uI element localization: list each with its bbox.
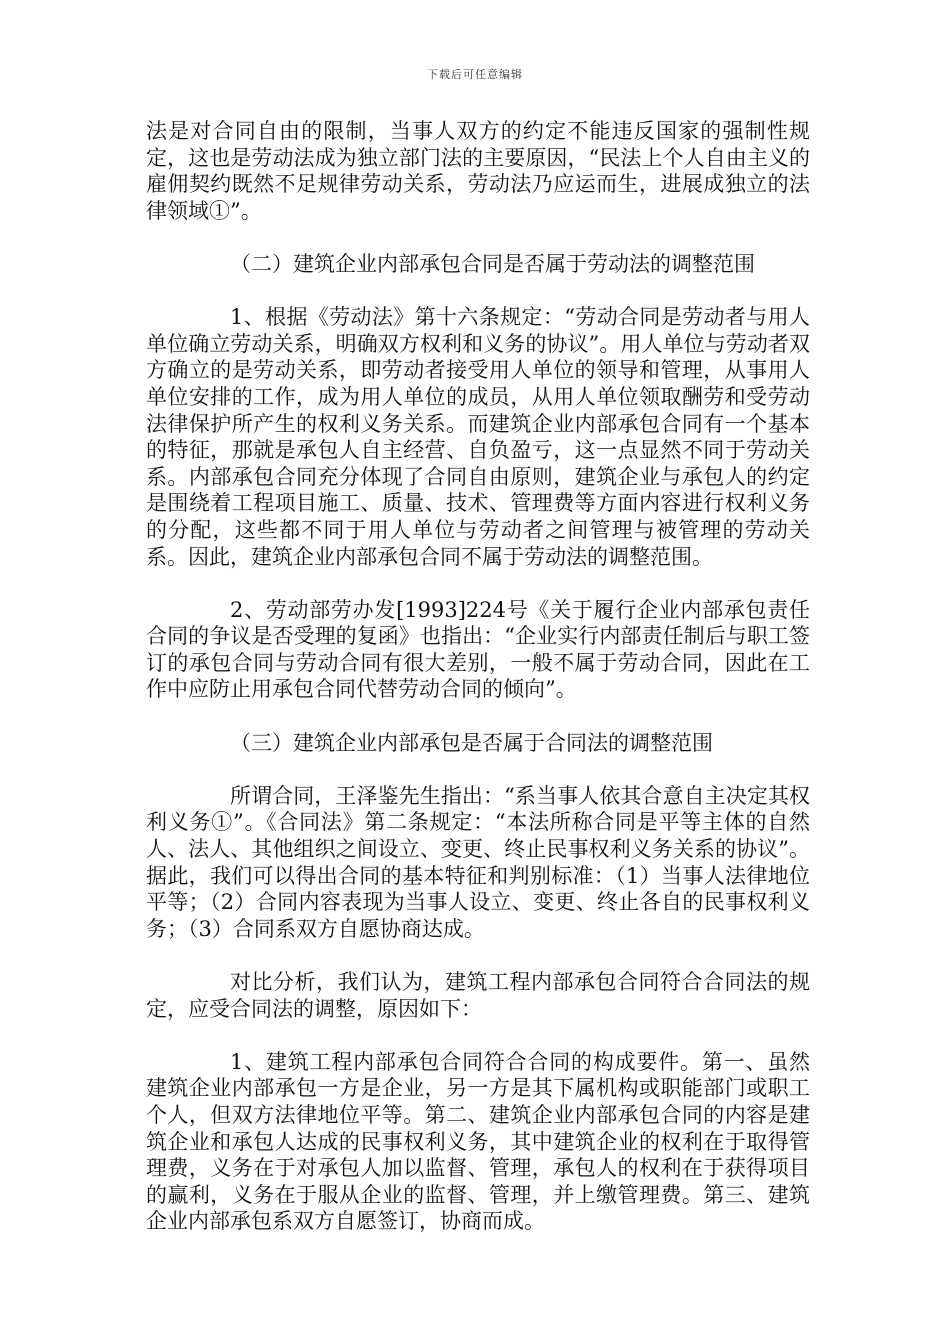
paragraph-labor-law: 1、根据《劳动法》第十六条规定：“劳动合同是劳动者与用人单位确立劳动关系，明确双方权利和义务的协议”。用人单位与劳动者双方确立的是劳动关系，即劳动者接受用人单位的领导和管理，从事用人单位安排的工作，成为用人单位的成员，从用人单位领取酬劳和受劳动法律保护所产生的权利义务关系。而建筑企业内部承包合同有一个基本的特征，那就是承包人自主经营、自负盈亏，这一点显然不同于劳动关系。内部承包合同充分体现了合同自由原则，建筑企业与承包人的约定是围绕着工程项目施工、质量、技术、管理费等方面内容进行权利义务的分配，这些都不同于用人单位与劳动者之间管理与被管理的劳动关系。因此，建筑企业内部承包合同不属于劳动法的调整范围。 <box>146 305 810 569</box>
paragraph-analysis: 对比分析，我们认为，建筑工程内部承包合同符合合同法的规定，应受合同法的调整，原因如下： <box>146 970 810 1021</box>
section-heading-3: （三）建筑企业内部承包是否属于合同法的调整范围 <box>230 730 713 755</box>
document-body <box>146 118 810 1235</box>
paragraph-elements: 1、建筑工程内部承包合同符合合同的构成要件。第一、虽然建筑企业内部承包一方是企业，另一方是其下属机构或职能部门或职工个人，但双方法律地位平等。第二、建筑企业内部承包合同的内容是建筑企业和承包人达成的民事权利义务，其中建筑企业的权利在于取得管理费，义务在于对承包人加以监督、管理，承包人的权利在于获得项目的赢利，义务在于服从企业的监督、管理，并上缴管理费。第三、建筑企业内部承包系双方自愿签订，协商而成。 <box>146 1049 810 1234</box>
paragraph-continuation: 法是对合同自由的限制，当事人双方的约定不能违反国家的强制性规定，这也是劳动法成为独立部门法的主要原因，“民法上个人自由主义的雇佣契约既然不足规律劳动关系，劳动法乃应运而生，进展成独立的法律领域①”。 <box>146 119 810 223</box>
header-note: 下载后可任意编辑 <box>427 68 523 81</box>
section-heading-2: （二）建筑企业内部承包合同是否属于劳动法的调整范围 <box>230 251 755 276</box>
paragraph-contract-definition: 所谓合同，王泽鉴先生指出：“系当事人依其合意自主决定其权利义务①”。《合同法》第二条规定：“本法所称合同是平等主体的自然人、法人、其他组织之间设立、变更、终止民事权利义务关系的协议”。据此，我们可以得出合同的基本特征和判别标准：（1）当事人法律地位平等；（2）合同内容表现为当事人设立、变更、终止各自的民事权利义务；（3）合同系双方自愿协商达成。 <box>146 783 810 941</box>
paragraph-ministry-reply: 2、劳动部劳办发[1993]224号《关于履行企业内部承包责任合同的争议是否受理的复函》也指出：“企业实行内部责任制后与职工签订的承包合同与劳动合同有很大差别，一般不属于劳动合同，因此在工作中应防止用承包合同代替劳动合同的倾向”。 <box>146 597 810 702</box>
